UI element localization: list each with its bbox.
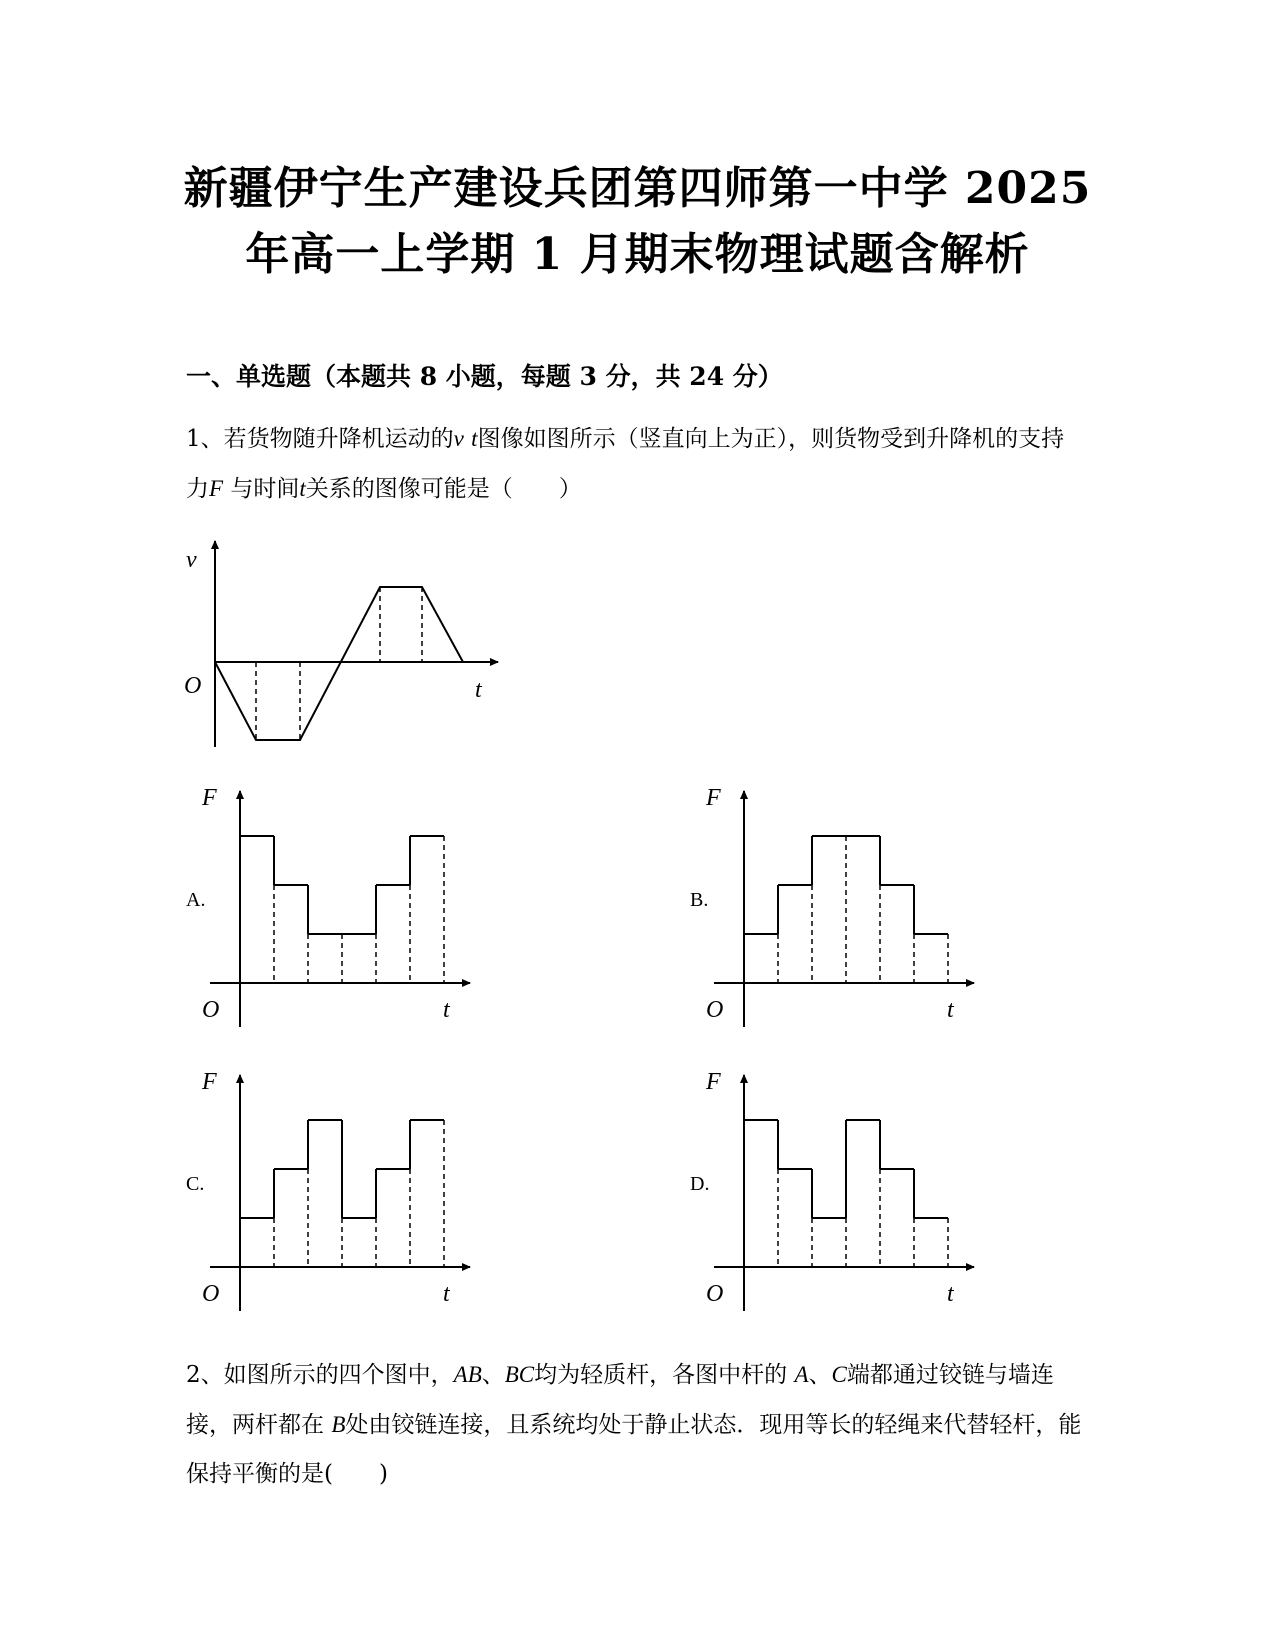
document-title-line-1: 新疆伊宁生产建设兵团第四师第一中学 2025	[183, 163, 1092, 214]
option-a-label: A.	[186, 889, 206, 911]
t-axis-label: t	[475, 677, 482, 703]
document-title-line-2: 年高一上学期 1 月期末物理试题含解析	[245, 229, 1030, 280]
t-axis-label: t	[947, 997, 954, 1023]
t-axis-label: t	[947, 1281, 954, 1307]
f-axis-label: F	[706, 1069, 721, 1095]
f-axis-label: F	[202, 785, 217, 811]
f-axis-label: F	[202, 1069, 217, 1095]
question-2-number: 2、	[186, 1362, 224, 1388]
question-1-text: 1、若货物随升降机运动的v t图像如图所示（竖直向上为正），则货物受到升降机的支持力F 与时间t关系的图像可能是（ ）	[186, 426, 1065, 502]
origin-label: O	[202, 997, 220, 1023]
t-axis-label: t	[443, 997, 450, 1023]
origin-label: O	[706, 1281, 724, 1307]
question-1-number: 1、	[186, 426, 224, 452]
option-b-graph	[704, 785, 984, 1030]
question-2-text: 2、如图所示的四个图中，AB、BC均为轻质杆，各图中杆的 A、C端都通过铰链与墙连接，两杆都在 B处由铰链连接，且系统均处于静止状态．现用等长的轻绳来代替轻杆，能保持平衡的是( )	[186, 1362, 1082, 1487]
option-d-label: D.	[690, 1173, 710, 1195]
option-d-graph	[704, 1069, 984, 1314]
t-axis-label: t	[443, 1281, 450, 1307]
origin-label: O	[706, 997, 724, 1023]
origin-label: O	[184, 673, 202, 699]
option-c-graph	[200, 1069, 480, 1314]
option-b-label: B.	[690, 889, 709, 911]
section-heading: 一、单选题（本题共 8 小题，每题 3 分，共 24 分）	[186, 362, 783, 391]
option-a-graph	[200, 785, 480, 1030]
v-axis-label: v	[186, 547, 197, 573]
v-t-curve	[215, 587, 463, 740]
option-c-label: C.	[186, 1173, 205, 1195]
f-axis-label: F	[706, 785, 721, 811]
origin-label: O	[202, 1281, 220, 1307]
velocity-time-graph	[180, 535, 510, 750]
